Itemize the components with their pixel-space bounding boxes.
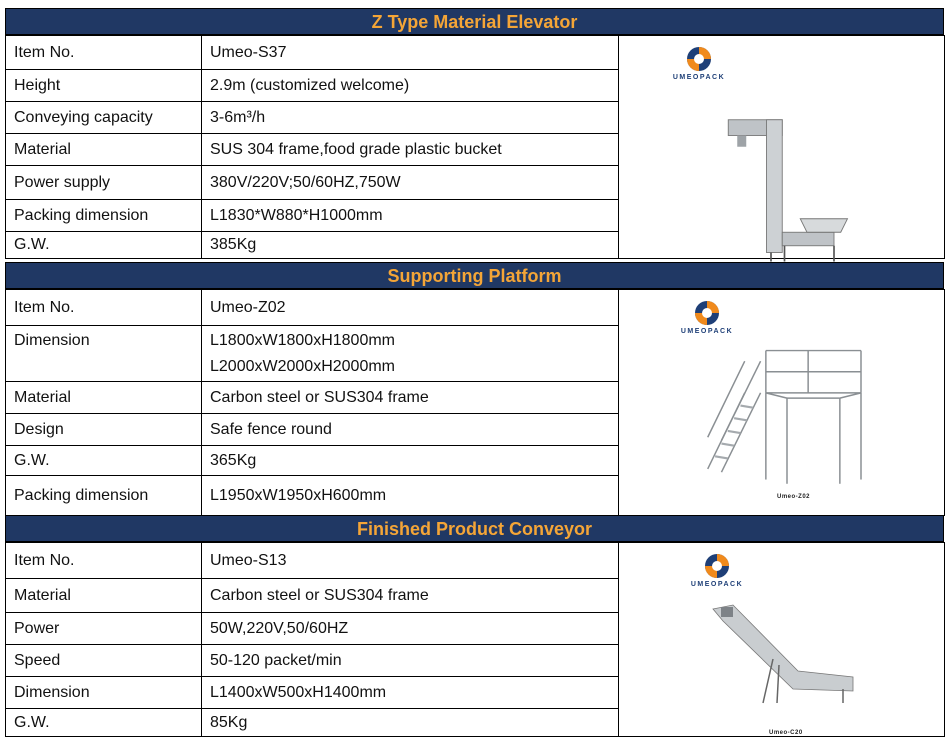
brand-logo-icon (704, 553, 730, 579)
row-label: Material (6, 579, 202, 613)
spec-table (5, 35, 945, 259)
brand-logo (677, 300, 737, 336)
section-title: Supporting Platform (5, 262, 944, 289)
section-title: Z Type Material Elevator (5, 8, 944, 35)
z-elevator-machine-icon (719, 86, 859, 266)
row-label: Item No. (6, 543, 202, 579)
row-value: SUS 304 frame,food grade plastic bucket (202, 134, 619, 166)
row-value: L1800xW1800xH1800mm L2000xW2000xH2000mm (202, 326, 619, 382)
row-label: Dimension (6, 677, 202, 709)
row-label: G.W. (6, 709, 202, 737)
row-value: Umeo-S13 (202, 543, 619, 579)
row-label: Packing dimension (6, 200, 202, 232)
row-label: Material (6, 134, 202, 166)
product-image-cell (619, 36, 945, 259)
row-label: Material (6, 382, 202, 414)
row-value: 3-6m³/h (202, 102, 619, 134)
section-title: Finished Product Conveyor (5, 515, 944, 542)
supporting-platform-icon (701, 340, 873, 488)
row-value: 365Kg (202, 446, 619, 476)
brand-name: UMEOPACK (680, 328, 734, 335)
row-label: Power (6, 613, 202, 645)
row-label: Speed (6, 645, 202, 677)
spec-table (5, 542, 945, 737)
brand-logo (687, 553, 747, 589)
row-label: G.W. (6, 232, 202, 259)
row-value: Umeo-S37 (202, 36, 619, 70)
product-caption: Umeo-C20 (769, 730, 803, 736)
row-value: Safe fence round (202, 414, 619, 446)
brand-name: UMEOPACK (690, 581, 744, 588)
row-value: L1830*W880*H1000mm (202, 200, 619, 232)
table-row (6, 543, 945, 579)
product-image-cell (619, 290, 945, 516)
row-value: 385Kg (202, 232, 619, 259)
row-value: 2.9m (customized welcome) (202, 70, 619, 102)
row-label: G.W. (6, 446, 202, 476)
row-label: Power supply (6, 166, 202, 200)
table-row (6, 36, 945, 70)
brand-logo-icon (686, 46, 712, 72)
row-value: Umeo-Z02 (202, 290, 619, 326)
row-label: Item No. (6, 36, 202, 70)
row-label: Item No. (6, 290, 202, 326)
spec-table (5, 289, 945, 516)
row-value: 380V/220V;50/60HZ,750W (202, 166, 619, 200)
row-value: L1400xW500xH1400mm (202, 677, 619, 709)
finished-product-conveyor-icon (703, 599, 863, 709)
brand-logo-icon (694, 300, 720, 326)
product-caption: Umeo-Z02 (777, 494, 811, 500)
row-value: Carbon steel or SUS304 frame (202, 382, 619, 414)
row-value: 85Kg (202, 709, 619, 737)
row-label: Packing dimension (6, 476, 202, 516)
row-label: Design (6, 414, 202, 446)
row-label: Conveying capacity (6, 102, 202, 134)
brand-name: UMEOPACK (672, 74, 726, 81)
row-value: L1950xW1950xH600mm (202, 476, 619, 516)
row-label: Height (6, 70, 202, 102)
row-label: Dimension (6, 326, 202, 382)
row-value: Carbon steel or SUS304 frame (202, 579, 619, 613)
row-value: 50W,220V,50/60HZ (202, 613, 619, 645)
brand-logo (669, 46, 729, 82)
table-row (6, 290, 945, 326)
row-value: 50-120 packet/min (202, 645, 619, 677)
product-image-cell (619, 543, 945, 737)
